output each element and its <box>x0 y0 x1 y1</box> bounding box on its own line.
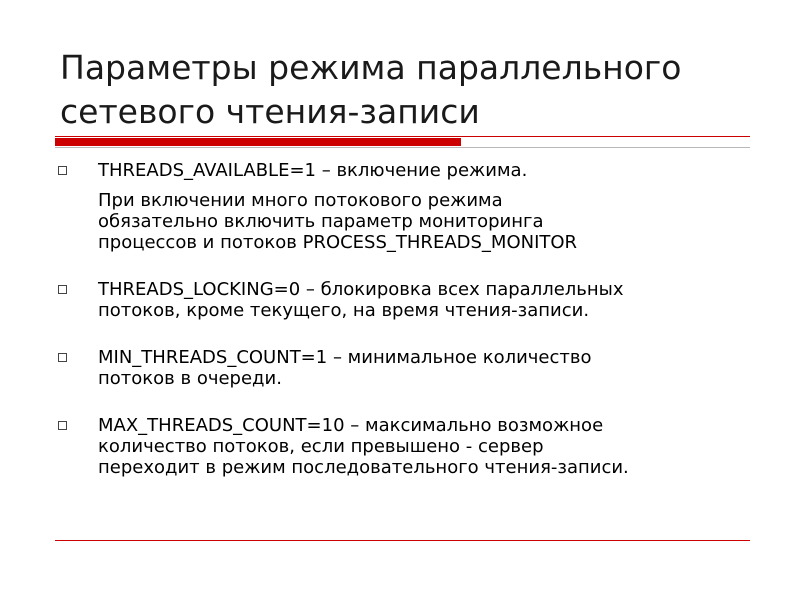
list-item <box>58 347 758 389</box>
list-item <box>58 279 758 321</box>
title-rule-thick <box>55 138 461 146</box>
title-line: сетевого чтения-записи <box>60 92 480 131</box>
hollow-square-icon <box>58 421 67 430</box>
item-text: переходит в режим последовательного чтения-записи. <box>98 457 629 478</box>
hollow-square-icon <box>58 166 67 175</box>
subtext-line: процессов и потоков PROCESS_THREADS_MONITOR <box>98 232 578 253</box>
title-rule-gray <box>55 147 750 148</box>
footer-rule <box>55 540 750 541</box>
title-line: Параметры режима параллельного <box>60 48 682 87</box>
item-text: количество потоков, если превышено - сервер <box>98 436 544 457</box>
subtext-line: При включении много потокового режима <box>98 190 503 211</box>
list-item <box>58 415 758 478</box>
subtext-line: обязательно включить параметр мониторинга <box>98 211 544 232</box>
list-item <box>58 160 758 253</box>
item-subtext <box>98 190 758 253</box>
slide-title <box>60 46 760 134</box>
item-text: потоков, кроме текущего, на время чтения-записи. <box>98 300 590 321</box>
hollow-square-icon <box>58 353 67 362</box>
title-rule-thin <box>55 136 750 137</box>
item-text: THREADS_AVAILABLE=1 – включение режима. <box>98 160 528 181</box>
item-text: потоков в очереди. <box>98 368 282 389</box>
item-text: THREADS_LOCKING=0 – блокировка всех параллельных <box>98 279 624 300</box>
item-text: MAX_THREADS_COUNT=10 – максимально возможное <box>98 415 604 436</box>
slide-body <box>58 160 758 504</box>
hollow-square-icon <box>58 285 67 294</box>
item-text: MIN_THREADS_COUNT=1 – минимальное количество <box>98 347 592 368</box>
